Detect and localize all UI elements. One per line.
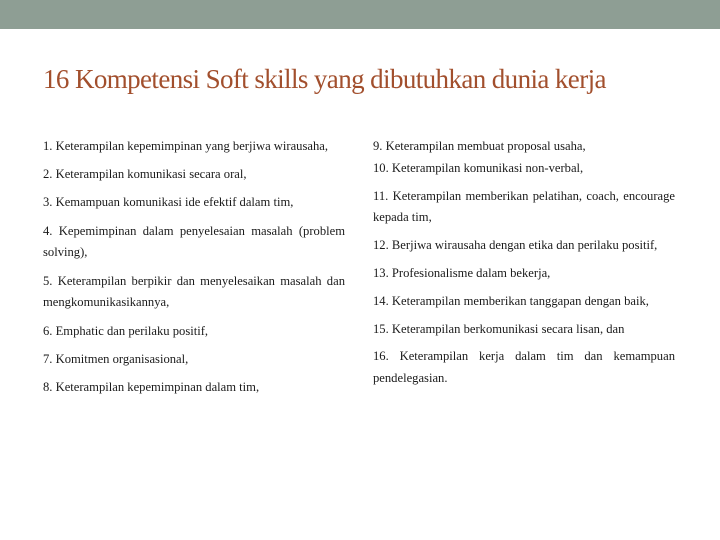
list-item: 5. Keterampilan berpikir dan menyelesaikan masalah dan mengkomunikasikannya, [43,273,345,310]
list-item: 2. Keterampilan komunikasi secara oral, [43,167,247,182]
list-item: 1. Keterampilan kepemimpinan yang berjiwa wirausaha, [43,139,329,153]
list-item: 12. Berjiwa wirausaha dengan etika dan perilaku positif, [373,238,658,253]
list-item: 3. Kemampuan komunikasi ide efektif dalam tim, [43,195,294,210]
list-item: 8. Keterampilan kepemimpinan dalam tim, [43,379,260,394]
list-item: 13. Profesionalisme dalam bekerja, [373,265,551,280]
list-item: 6. Emphatic dan perilaku positif, [43,323,209,338]
list-item: 10. Keterampilan komunikasi non-verbal, [373,160,584,175]
list-item: 14. Keterampilan memberikan tanggapan dengan baik, [373,293,649,308]
left-column [43,136,345,405]
top-bar [0,0,720,29]
list-item: 16. Keterampilan kerja dalam tim dan kemampuan pendelegasian. [373,349,675,386]
list-item: 9. Keterampilan membuat proposal usaha, [373,139,586,153]
right-column [373,136,675,390]
list-item: 4. Kepemimpinan dalam penyelesaian masalah (problem solving), [43,223,345,260]
list-item: 11. Keterampilan memberikan pelatihan, coach, encourage kepada tim, [373,188,675,225]
list-item: 15. Keterampilan berkomunikasi secara lisan, dan [373,321,625,336]
slide-title: 16 Kompetensi Soft skills yang dibutuhkan dunia kerja [43,64,606,94]
list-item: 7. Komitmen organisasional, [43,351,189,366]
